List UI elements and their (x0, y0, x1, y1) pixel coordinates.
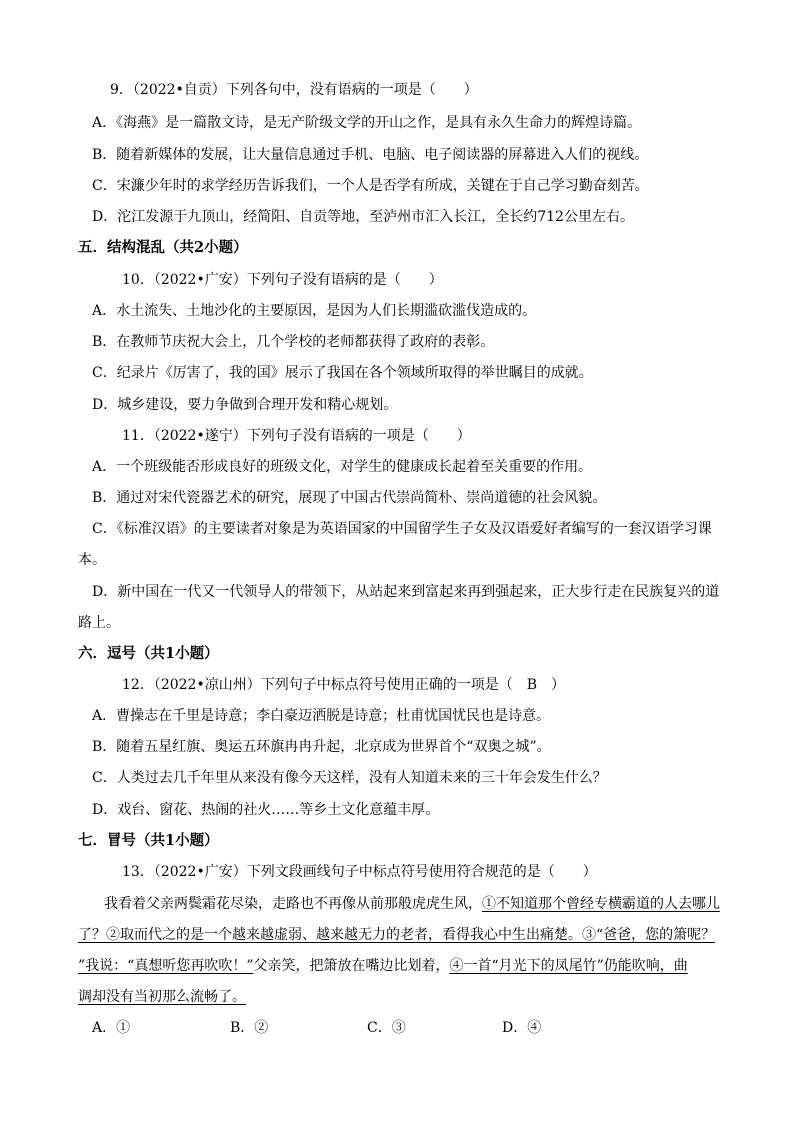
section-7-heading: 七．冒号（共1小题） (78, 832, 219, 849)
q13-passage-line4 (78, 987, 246, 1007)
q12-option-d: D．戏台、窗花、热闹的社火……等乡土文化意蕴丰厚。 (92, 802, 440, 818)
q13-passage-line3 (78, 956, 688, 976)
q9-stem: 9．（2022•自贡）下列各句中，没有语病的一项是（ ） (110, 82, 478, 98)
q12-option-c: C．人类过去几千年里从来没有像今天这样，没有人知道未来的三十年会发生什么？ (92, 770, 607, 786)
q10-option-d: D．城乡建设，要力争做到合理开发和精心规划。 (92, 397, 398, 413)
q13-passage-line1 (104, 894, 720, 914)
q9-option-c: C．宋濂少年时的求学经历告诉我们，一个人是否学有所成，关键在于自己学习勤奋刻苦。 (92, 178, 649, 194)
q10-option-b: B．在教师节庆祝大会上，几个学校的老师都获得了政府的表彰。 (92, 334, 495, 350)
q13-underlined-sentence-1: ①不知道那个曾经专横霸道的人去哪儿 (482, 896, 720, 912)
q9-option-a: A．《海燕》是一篇散文诗，是无产阶级文学的开山之作，是具有永久生命力的辉煌诗篇。 (92, 115, 642, 131)
q13-underlined-sentence-4-end: 调却没有当初那么流畅了。 (78, 989, 246, 1005)
q11-option-d-line2: 路上。 (78, 615, 120, 631)
q13-option-b: B．② (230, 1020, 269, 1036)
q10-stem: 10．（2022•广安）下列句子没有语病的是（ ） (122, 272, 443, 288)
q11-option-a: A．一个班级能否形成良好的班级文化，对学生的健康成长起着至关重要的作用。 (92, 459, 593, 475)
q12-option-b: B．随着五星红旗、奥运五环旗冉冉升起，北京成为世界首个“双奥之城”。 (92, 739, 551, 755)
q11-option-d-line1: D．新中国在一代又一代领导人的带领下，从站起来到富起来再到强起来，正大步行走在民族复兴的道 (92, 584, 720, 600)
q13-passage-plain: 我看着父亲两鬓霜花尽染，走路也不再像从前那般虎虎生风， (104, 896, 482, 912)
q13-option-d: D．④ (502, 1020, 542, 1036)
q11-option-c-line2: 本。 (78, 552, 106, 568)
q12-option-a: A．曹操志在千里是诗意；李白豪迈洒脱是诗意；杜甫忧国忧民也是诗意。 (92, 708, 551, 724)
q13-underlined-quote-end: ”我说：“真想听您再吹吹！” (78, 958, 254, 974)
q9-option-d: D．沱江发源于九顶山，经简阳、自贡等地，至泸州市汇入长江，全长约712公里左右。 (92, 209, 634, 225)
q11-option-c-line1: C．《标准汉语》的主要读者对象是为英语国家的中国留学生子女及汉语爱好者编写的一套汉语学习课 (92, 521, 712, 537)
section-6-heading: 六．逗号（共1小题） (78, 645, 219, 662)
q13-option-a: A．① (92, 1020, 131, 1036)
q13-option-c: C．③ (367, 1020, 406, 1036)
q9-option-b: B．随着新媒体的发展，让大量信息通过手机、电脑、电子阅读器的屏幕进入人们的视线。 (92, 147, 649, 163)
q12-stem: 12．（2022•凉山州）下列句子中标点符号使用正确的一项是（ B ） (122, 677, 565, 693)
q10-option-c: C．纪录片《厉害了，我的国》展示了我国在各个领域所取得的举世瞩目的成就。 (92, 365, 593, 381)
q10-option-a: A．水土流失、土地沙化的主要原因，是因为人们长期滥砍滥伐造成的。 (92, 303, 537, 319)
q13-passage-line2 (78, 925, 715, 945)
q11-stem: 11．（2022•遂宁）下列句子没有语病的一项是（ ） (122, 428, 471, 444)
q13-passage-plain-2: 父亲笑，把箫放在嘴边比划着， (253, 958, 450, 974)
q13-stem: 13．（2022•广安）下列文段画线句子中标点符号使用符合规范的是（ ） (122, 864, 597, 880)
q13-underlined-sentences-2-3: 了？②取而代之的是一个越来越虚弱、越来越无力的老者，看得我心中生出痛楚。③“爸爸，您的箫呢？ (78, 927, 716, 943)
q13-underlined-sentence-4: ④一首“月光下的凤尾竹”仍能吹响，曲 (449, 958, 688, 974)
q11-option-b: B．通过对宋代瓷器艺术的研究，展现了中国古代崇尚简朴、崇尚道德的社会风貌。 (92, 490, 607, 506)
section-5-heading: 五．结构混乱（共2小题） (78, 239, 248, 256)
